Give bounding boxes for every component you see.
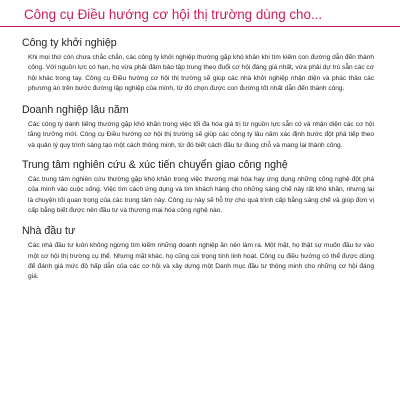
section-body-startups: Khi mọi thứ còn chưa chắc chắn, các công ty khởi nghiệp thường gặp khó khăn khi tìm kiếm con đường dẫn đến thành công. Với nguồn lực có hạn, họ vừa phải đảm bảo tập trung theo đuổi cơ hội đáng giá nhất, vừa phải dự trù sẵn các cơ hội khác trong tay. Công cụ Điều hướng cơ hội thị trường sẽ giúp các nhà khởi nghiệp nhận diện và phác thảo các phương án trên bước đường lập nghiệp của mình, từ đó chọn được con đường tốt nhất dẫn đến thành công. [28,54,374,92]
section-heading-startups: Công ty khởi nghiệp [22,37,117,49]
section-heading-established-companies: Doanh nghiệp lâu năm [22,104,129,117]
section-investors [22,225,378,282]
section-heading-research-centers: Trung tâm nghiên cứu & xúc tiến chuyển giao công nghệ [22,159,288,172]
section-research-centers [22,159,378,216]
section-established-companies [22,104,378,151]
section-body-research-centers: Các trung tâm nghiên cứu thường gặp khó khăn trong việc thương mại hóa hay ứng dụng những công nghệ đột phá của mình vào cuộc sống. Việc tìm cách ứng dụng và tìm khách hàng cho những sáng chế này rất khó khăn, nhưng lại là chuyện tối quan trọng của các trung tâm này. Công cụ này sẽ hỗ trợ cho quá trình cấp bằng sáng chế và giúp đơn vị cấp bằng biết được nên đầu tư và thương mại hóa công nghệ nào. [28,176,374,214]
section-startups [22,37,378,94]
title-divider [0,26,400,27]
section-body-investors: Các nhà đầu tư luôn không ngừng tìm kiếm những doanh nghiệp ăn nên làm ra. Một mặt, họ thật sự muốn đầu tư vào một cơ hội thị trường cụ thể. Nhưng mặt khác, họ cũng coi trọng tính linh hoạt. Công cụ điều hướng có thể được dùng để đánh giá mức độ hấp dẫn của các cơ hội và xây dựng một Danh mục đầu tư thông minh cho những cơ hội đáng giá. [28,242,374,281]
section-body-established-companies: Các công ty danh tiếng thường gặp khó khăn trong việc tối đa hóa giá trị từ nguồn lực sẵn có và nhận diện các cơ hội tăng trưởng mới. Công cụ Điều hướng cơ hội thị trường sẽ giúp các công ty lâu năm xác định bước đột phá tiếp theo và quản lý quy trình sáng tạo một cách thông minh, từ đó biết cách đầu tư đúng chỗ và mang lại thành công. [28,121,374,149]
section-heading-investors: Nhà đầu tư [22,225,76,238]
page-title: Công cụ Điều hướng cơ hội thị trường dùng cho... [24,7,323,22]
